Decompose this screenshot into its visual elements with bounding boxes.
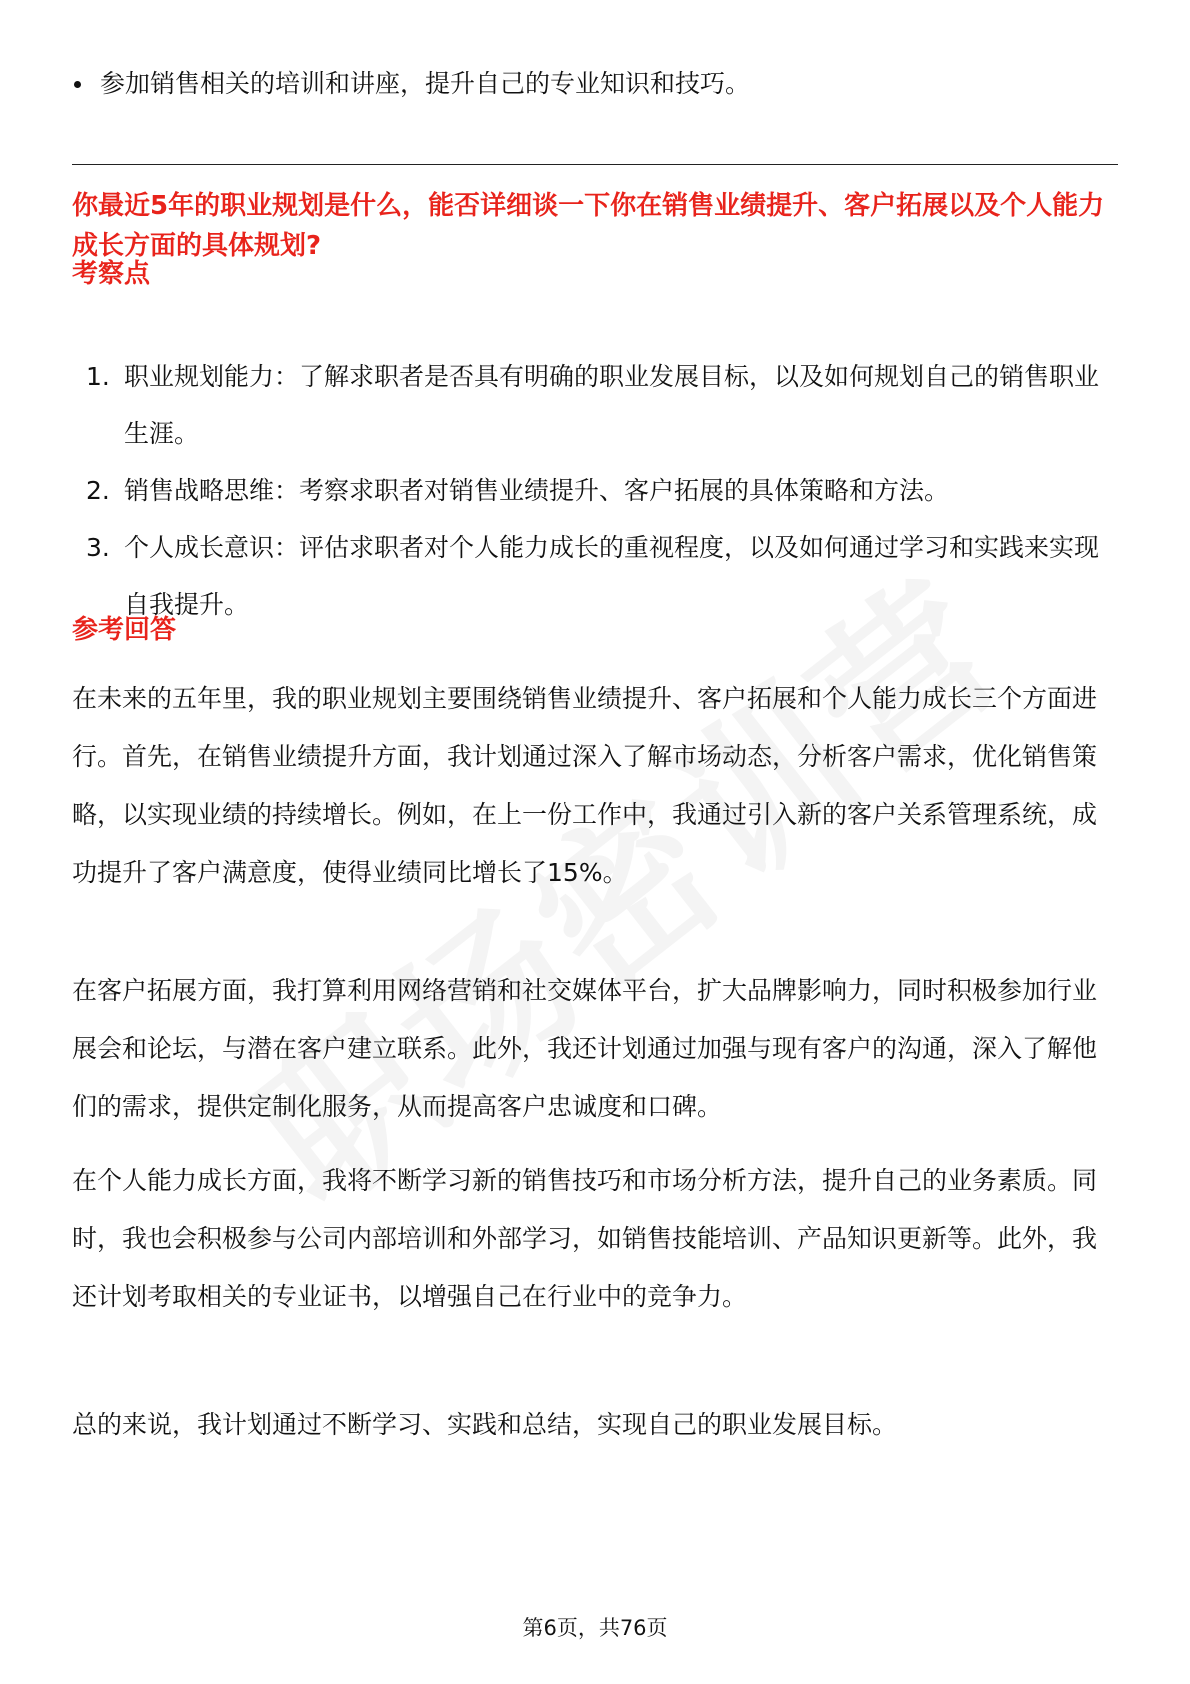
answer-paragraph: 总的来说，我计划通过不断学习、实践和总结，实现自己的职业发展目标。 — [72, 1410, 898, 1439]
bullet-dot-icon — [74, 81, 81, 88]
list-text: 个人成长意识：评估求职者对个人能力成长的重视程度，以及如何通过学习和实践来实现自我提升。 — [124, 533, 1100, 619]
answer-paragraph: 在个人能力成长方面，我将不断学习新的销售技巧和市场分析方法，提升自己的业务素质。同时，我也会积极参与公司内部培训和外部学习，如销售技能培训、产品知识更新等。此外，我还计划考取相关的专业证书，以增强自己在行业中的竞争力。 — [72, 1166, 1098, 1311]
section-divider — [72, 164, 1118, 165]
list-item — [72, 348, 1118, 462]
points-section-title: 考察点 — [72, 259, 151, 289]
list-text: 职业规划能力：了解求职者是否具有明确的职业发展目标，以及如何规划自己的销售职业生涯。 — [124, 362, 1100, 448]
list-number: 2. — [86, 476, 110, 505]
page-number: 第6页，共76页 — [522, 1616, 668, 1640]
list-text: 销售战略思维：考察求职者对销售业绩提升、客户拓展的具体策略和方法。 — [124, 476, 950, 505]
bullet-item — [100, 62, 750, 106]
bullet-text: 参加销售相关的培训和讲座，提升自己的专业知识和技巧。 — [100, 69, 751, 98]
answer-paragraph: 在客户拓展方面，我打算利用网络营销和社交媒体平台，扩大品牌影响力，同时积极参加行业展会和论坛，与潜在客户建立联系。此外，我还计划通过加强与现有客户的沟通，深入了解他们的需求，提供定制化服务，从而提高客户忠诚度和口碑。 — [72, 976, 1098, 1121]
list-number: 1. — [86, 362, 110, 391]
list-item — [72, 519, 1118, 633]
list-item — [72, 462, 1118, 519]
document-page — [72, 0, 1118, 1684]
points-list — [72, 348, 1118, 633]
list-number: 3. — [86, 533, 110, 562]
answer-paragraph: 在未来的五年里，我的职业规划主要围绕销售业绩提升、客户拓展和个人能力成长三个方面进行。首先，在销售业绩提升方面，我计划通过深入了解市场动态，分析客户需求，优化销售策略，以实现业绩的持续增长。例如，在上一份工作中，我通过引入新的客户关系管理系统，成功提升了客户满意度，使得业绩同比增长了15%。 — [72, 684, 1098, 887]
question-heading: 你最近5年的职业规划是什么，能否详细谈一下你在销售业绩提升、客户拓展以及个人能力成长方面的具体规划? — [72, 191, 1105, 261]
answer-section-title: 参考回答 — [72, 615, 177, 645]
